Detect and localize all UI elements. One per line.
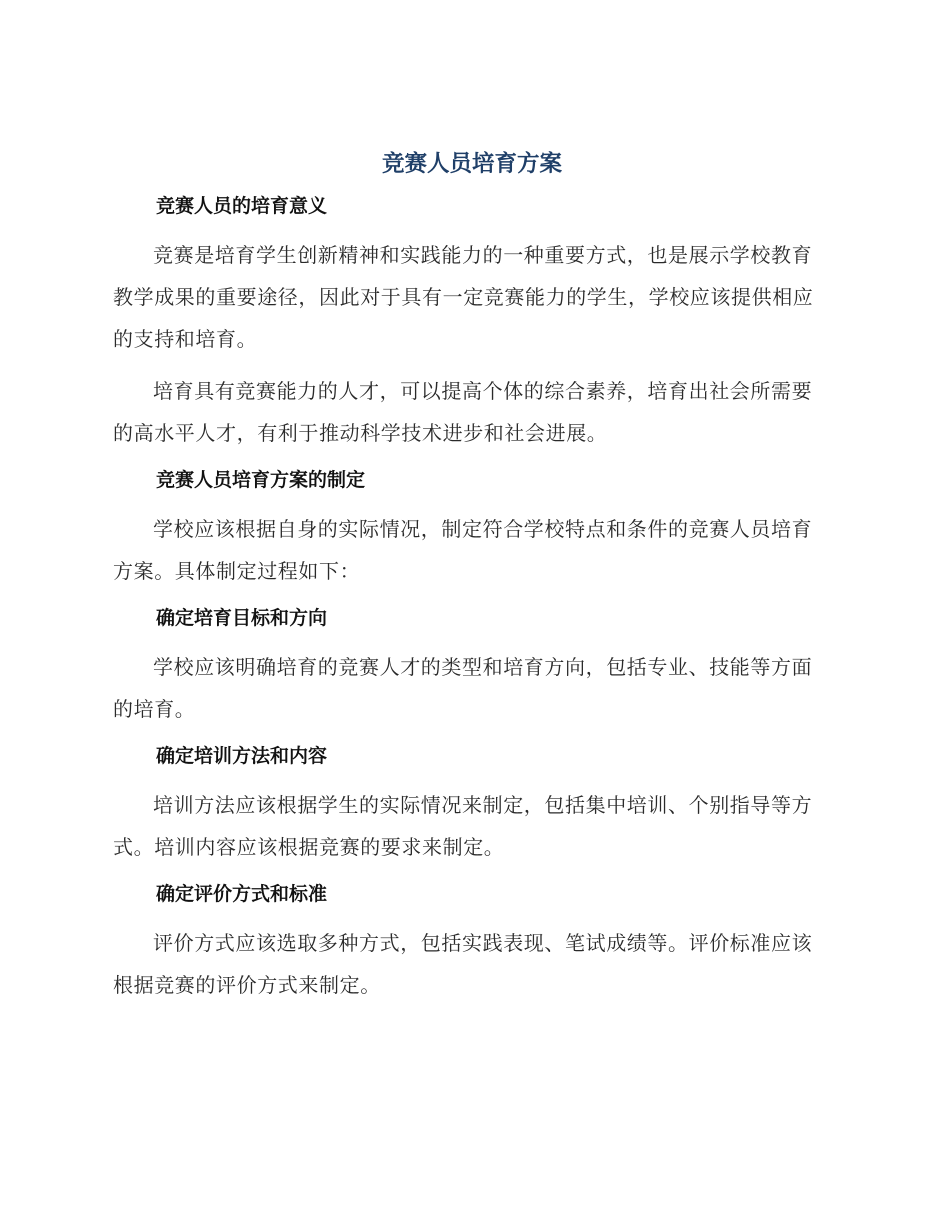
section-heading: 确定培训方法和内容	[156, 745, 328, 767]
paragraph: 竞赛是培育学生创新精神和实践能力的一种重要方式，也是展示学校教育教学成果的重要途径，因此对于具有一定竞赛能力的学生，学校应该提供相应的支持和培育。	[113, 243, 814, 351]
paragraph: 学校应该根据自身的实际情况，制定符合学校特点和条件的竞赛人员培育方案。具体制定过程如下：	[113, 517, 813, 583]
document-body	[113, 146, 831, 1006]
section-heading: 竞赛人员的培育意义	[156, 195, 328, 217]
section-heading: 确定培育目标和方向	[156, 607, 328, 629]
section-heading: 竞赛人员培育方案的制定	[156, 469, 366, 491]
section-heading: 确定评价方式和标准	[156, 883, 328, 905]
document-title: 竞赛人员培育方案	[381, 151, 562, 177]
paragraph: 评价方式应该选取多种方式，包括实践表现、笔试成绩等。评价标准应该根据竞赛的评价方式来制定。	[113, 931, 813, 997]
paragraph: 学校应该明确培育的竞赛人才的类型和培育方向，包括专业、技能等方面的培育。	[113, 655, 813, 721]
paragraph: 培训方法应该根据学生的实际情况来制定，包括集中培训、个别指导等方式。培训内容应该根据竞赛的要求来制定。	[113, 793, 813, 859]
paragraph: 培育具有竞赛能力的人才，可以提高个体的综合素养，培育出社会所需要的高水平人才，有利于推动科学技术进步和社会进展。	[113, 379, 813, 445]
